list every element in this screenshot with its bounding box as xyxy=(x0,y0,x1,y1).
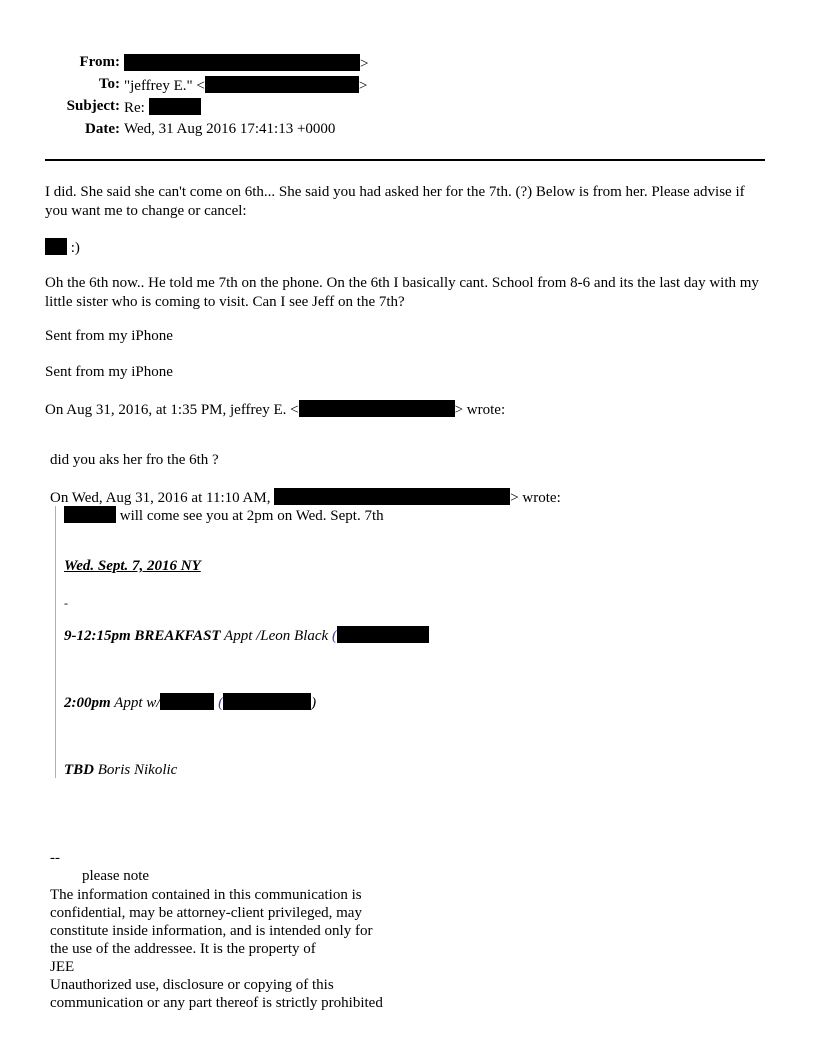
redaction-block xyxy=(299,400,455,417)
body-paragraph-2: Oh the 6th now.. He told me 7th on the phone. On the 6th I basically cant. School from 8-6 and its the last day with my little sister who is coming to visit. Can I see Jeff on the 7th? xyxy=(45,275,759,310)
redaction-block xyxy=(45,238,67,255)
disclaimer xyxy=(50,886,383,1012)
will-come-line: will come see you at 2pm on Wed. Sept. 7th xyxy=(64,506,384,525)
to-value: "jeffrey E." < > xyxy=(124,78,368,94)
disclaimer-line: the use of the addressee. It is the property of xyxy=(50,941,316,957)
redaction-block xyxy=(124,54,360,71)
disclaimer-line: The information contained in this communication is xyxy=(50,887,362,903)
wrote-line-2: On Wed, Aug 31, 2016 at 11:10 AM, > wrote: xyxy=(50,490,561,506)
redaction-block xyxy=(337,626,429,643)
body-paragraph-1: I did. She said she can't come on 6th... She said you had asked her for the 7th. (?) Below is from her. Please advise if you want me to change or cancel: xyxy=(45,184,745,219)
quote-bar xyxy=(55,506,56,778)
subject-value: Re: xyxy=(124,98,201,117)
redaction-block xyxy=(223,693,311,710)
schedule-item-1: 9-12:15pm BREAKFAST Appt /Leon Black ( xyxy=(64,626,429,645)
schedule-dash: - xyxy=(64,596,68,610)
disclaimer-line: Unauthorized use, disclosure or copying of this xyxy=(50,977,334,993)
sent-from-2: Sent from my iPhone xyxy=(45,364,173,380)
please-note: please note xyxy=(82,868,150,884)
disclaimer-line: communication or any part thereof is strictly prohibited xyxy=(50,995,383,1011)
from-value: > xyxy=(124,54,368,73)
wrote-line-1: On Aug 31, 2016, at 1:35 PM, jeffrey E. < > wrote: xyxy=(45,402,506,418)
redaction-block xyxy=(274,488,510,505)
from-label: From: xyxy=(79,54,120,70)
schedule-date-heading: Wed. Sept. 7, 2016 NY xyxy=(64,558,201,574)
date-label: Date: xyxy=(85,121,120,137)
signature-separator: -- xyxy=(50,850,60,866)
to-label: To: xyxy=(98,76,120,92)
sent-from-1: Sent from my iPhone xyxy=(45,328,173,344)
disclaimer-line: confidential, may be attorney-client privileged, may xyxy=(50,905,362,921)
schedule-item-3: TBD Boris Nikolic xyxy=(64,762,178,778)
redaction-block xyxy=(160,693,214,710)
question-line: did you aks her fro the 6th ? xyxy=(50,452,219,468)
schedule-item-2: 2:00pm Appt w/ ( ) xyxy=(64,695,317,711)
redaction-block xyxy=(64,506,116,523)
redaction-block xyxy=(149,98,201,115)
disclaimer-line: JEE xyxy=(50,959,75,975)
disclaimer-line: constitute inside information, and is intended only for xyxy=(50,923,373,939)
redaction-block xyxy=(205,76,359,93)
header-divider xyxy=(45,159,765,161)
date-value: Wed, 31 Aug 2016 17:41:13 +0000 xyxy=(124,121,336,137)
smiley-line: :) xyxy=(45,238,80,257)
subject-label: Subject: xyxy=(66,98,120,114)
